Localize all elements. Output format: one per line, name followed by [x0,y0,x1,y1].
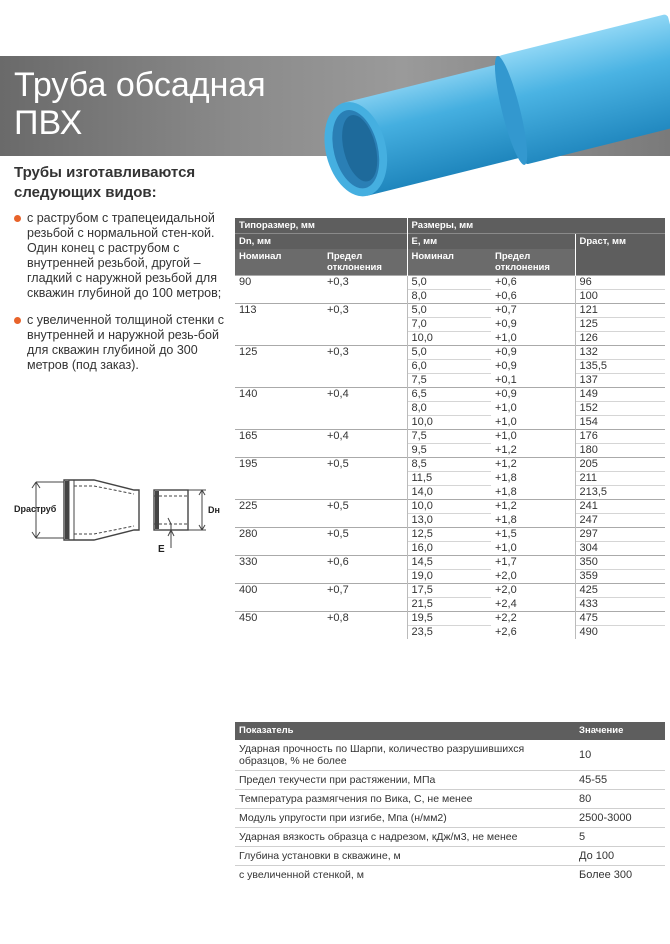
cell-dr: 137 [575,374,665,388]
th-value: Значение [575,722,665,740]
cell-e-deviation: +1,2 [491,458,575,472]
cell-dr: 96 [575,276,665,290]
cell-e-deviation: +2,0 [495,569,517,582]
th-nominal: Номинал [235,249,323,276]
pipe-diagram [14,460,229,565]
table-row [235,809,665,828]
cell-dr: 176 [575,430,665,444]
cell-e-nominal: 19,5 [407,612,491,626]
cell-e-deviation: +1,0 [495,401,517,414]
cell-param: Ударная вязкость образца с надрезом, кДж/м3, не менее [235,828,575,847]
cell-dr: 297 [575,528,665,542]
cell-dn-nominal: 90 [235,276,323,304]
cell-dn-nominal: 400 [235,584,323,612]
th-dn: Dn, мм [235,234,407,250]
cell-e-deviation: +0,9 [495,317,517,330]
th-typesize: Типоразмер, мм [235,218,407,234]
list-item: с раструбом с трапецеидальной резьбой с нормальной стен-кой. Один конец с раструбом с внутренней резьбой, другой – гладкий с наружной резьбой для скважин глубиной до 100 метров; [14,211,228,301]
cell-dn-nominal: 280 [235,528,323,556]
cell-dn-nominal: 165 [235,430,323,458]
table-row [235,771,665,790]
cell-e-deviation: +1,8 [495,513,517,526]
cell-e-nominal: 10,0 [407,416,491,430]
cell-e-nominal: 8,0 [407,402,491,416]
cell-e-deviation: +1,0 [495,331,517,344]
cell-e-deviation: +1,2 [495,443,517,456]
cell-e-nominal: 10,0 [407,332,491,346]
cell-dr: 433 [575,598,665,612]
table-row [235,304,665,318]
cell-e-nominal: 13,0 [407,514,491,528]
cell-e-nominal: 21,5 [407,598,491,612]
cell-e-deviation: +2,6 [495,625,517,638]
cell-dn-deviation: +0,3 [323,304,407,346]
title-line-2: ПВХ [14,104,83,142]
cell-dr: 247 [575,514,665,528]
th-deviation-e: Предел отклонения [491,249,575,276]
cell-dn-nominal: 225 [235,500,323,528]
cell-param: Ударная прочность по Шарпи, количество разрушившихся образцов, % не более [239,743,525,767]
cell-value: 10 [579,749,592,761]
cell-value: До 100 [575,847,665,866]
table-row [235,866,665,885]
cell-e-deviation: +1,2 [491,500,575,514]
cell-e-deviation: +1,0 [495,541,517,554]
th-param: Показатель [235,722,575,740]
cell-dr: 213,5 [575,486,665,500]
cell-param: Глубина установки в скважине, м [235,847,575,866]
cell-dn-deviation: +0,4 [323,430,407,458]
cell-dr: 211 [575,472,665,486]
cell-dr: 154 [575,416,665,430]
cell-dr: 490 [575,626,665,640]
th-sizes: Размеры, мм [407,218,665,234]
table-row [235,828,665,847]
cell-dr: 304 [575,542,665,556]
cell-dr: 126 [575,332,665,346]
cell-value: 80 [575,790,665,809]
cell-dn-nominal: 125 [235,346,323,388]
bullet-dot-icon [14,317,21,324]
cell-value: 45-55 [575,771,665,790]
cell-dr: 149 [575,388,665,402]
cell-e-deviation: +1,0 [491,430,575,444]
cell-e-nominal: 17,5 [407,584,491,598]
table-row [235,458,665,472]
cell-dr: 180 [575,444,665,458]
cell-param: Температура размягчения по Вика, С, не менее [235,790,575,809]
table-row [235,740,665,771]
cell-dn-deviation: +0,7 [323,584,407,612]
th-dr: Dраст, мм [575,234,665,276]
bullet-dot-icon [14,215,21,222]
table-row [235,430,665,444]
table-row [235,612,665,626]
cell-dn-nominal: 450 [235,612,323,640]
cell-param: с увеличенной стенкой, м [235,866,575,885]
cell-dn-deviation: +0,5 [323,528,407,556]
cell-e-deviation: +1,7 [491,556,575,570]
cell-e-deviation: +0,1 [495,373,517,386]
diagram-label-bottom: E [158,544,165,555]
cell-e-nominal: 5,0 [407,276,491,290]
cell-dn-nominal: 330 [235,556,323,584]
page-title [14,66,314,142]
table-row [235,847,665,866]
table-row [235,790,665,809]
cell-e-nominal: 5,0 [407,304,491,318]
table-row [235,556,665,570]
diagram-label-right: Dн [208,505,220,515]
cell-e-deviation: +0,9 [495,359,517,372]
table-row [235,500,665,514]
properties-table [235,722,665,884]
cell-dr: 425 [575,584,665,598]
cell-e-nominal: 5,0 [407,346,491,360]
cell-e-nominal: 8,0 [407,290,491,304]
cell-dn-deviation: +0,6 [323,556,407,584]
cell-e-nominal: 7,0 [407,318,491,332]
cell-dr: 205 [575,458,665,472]
cell-dn-nominal: 113 [235,304,323,346]
list-item: с увеличенной толщиной стенки с внутренней и наружной резь-бой для скважин глубиной до 300 метров (под заказ). [14,313,228,373]
cell-dr: 132 [575,346,665,360]
cell-e-nominal: 11,5 [407,472,491,486]
table-row [235,346,665,360]
cell-dr: 241 [575,500,665,514]
cell-dr: 359 [575,570,665,584]
diagram-label-left: Dраструб [14,504,57,514]
cell-value: Более 300 [575,866,665,885]
cell-e-nominal: 19,0 [407,570,491,584]
cell-e-deviation: +2,4 [495,597,517,610]
cell-e-nominal: 7,5 [407,374,491,388]
cell-e-nominal: 23,5 [407,626,491,640]
cell-e-deviation: +0,6 [491,276,575,290]
cell-param: Модуль упругости при изгибе, Мпа (н/мм2) [235,809,575,828]
dims-body [235,276,665,640]
cell-e-deviation: +0,9 [491,388,575,402]
bullet-list [14,211,228,385]
cell-e-nominal: 10,0 [407,500,491,514]
cell-e-nominal: 9,5 [407,444,491,458]
cell-value: 5 [575,828,665,847]
cell-dr: 152 [575,402,665,416]
cell-e-nominal: 12,5 [407,528,491,542]
cell-e-nominal: 16,0 [407,542,491,556]
cell-e-nominal: 14,5 [407,556,491,570]
cell-dr: 135,5 [575,360,665,374]
cell-e-nominal: 6,5 [407,388,491,402]
cell-dn-deviation: +0,4 [323,388,407,430]
cell-e-deviation: +2,0 [491,584,575,598]
cell-dn-deviation: +0,8 [323,612,407,640]
cell-dn-nominal: 140 [235,388,323,430]
table-row [235,388,665,402]
th-deviation: Предел отклонения [323,249,407,276]
cell-e-nominal: 14,0 [407,486,491,500]
cell-value: 2500-3000 [575,809,665,828]
cell-param: Предел текучести при растяжении, МПа [235,771,575,790]
cell-dn-deviation: +0,3 [323,276,407,304]
pipe-illustration [280,0,670,215]
th-e: E, мм [407,234,575,250]
title-line-1: Труба обсадная [14,66,266,104]
th-nominal-e: Номинал [407,249,491,276]
cell-e-deviation: +2,2 [491,612,575,626]
cell-e-deviation: +1,8 [495,471,517,484]
cell-e-deviation: +0,6 [495,289,517,302]
cell-e-nominal: 7,5 [407,430,491,444]
cell-dr: 350 [575,556,665,570]
cell-dr: 125 [575,318,665,332]
cell-dn-deviation: +0,5 [323,458,407,500]
cell-dn-nominal: 195 [235,458,323,500]
props-body [235,740,665,884]
table-row [235,276,665,290]
cell-e-deviation: +1,0 [495,415,517,428]
cell-e-nominal: 6,0 [407,360,491,374]
cell-dr: 121 [575,304,665,318]
cell-dr: 475 [575,612,665,626]
cell-e-deviation: +1,5 [491,528,575,542]
subtitle: Трубы изготавливаются следующих видов: [14,164,196,201]
dimensions-table [235,218,665,639]
table-row [235,584,665,598]
cell-dn-deviation: +0,5 [323,500,407,528]
cell-e-deviation: +1,8 [495,485,517,498]
cell-dr: 100 [575,290,665,304]
cell-e-deviation: +0,7 [491,304,575,318]
cell-e-nominal: 8,5 [407,458,491,472]
cell-dn-deviation: +0,3 [323,346,407,388]
table-row [235,528,665,542]
cell-e-deviation: +0,9 [491,346,575,360]
